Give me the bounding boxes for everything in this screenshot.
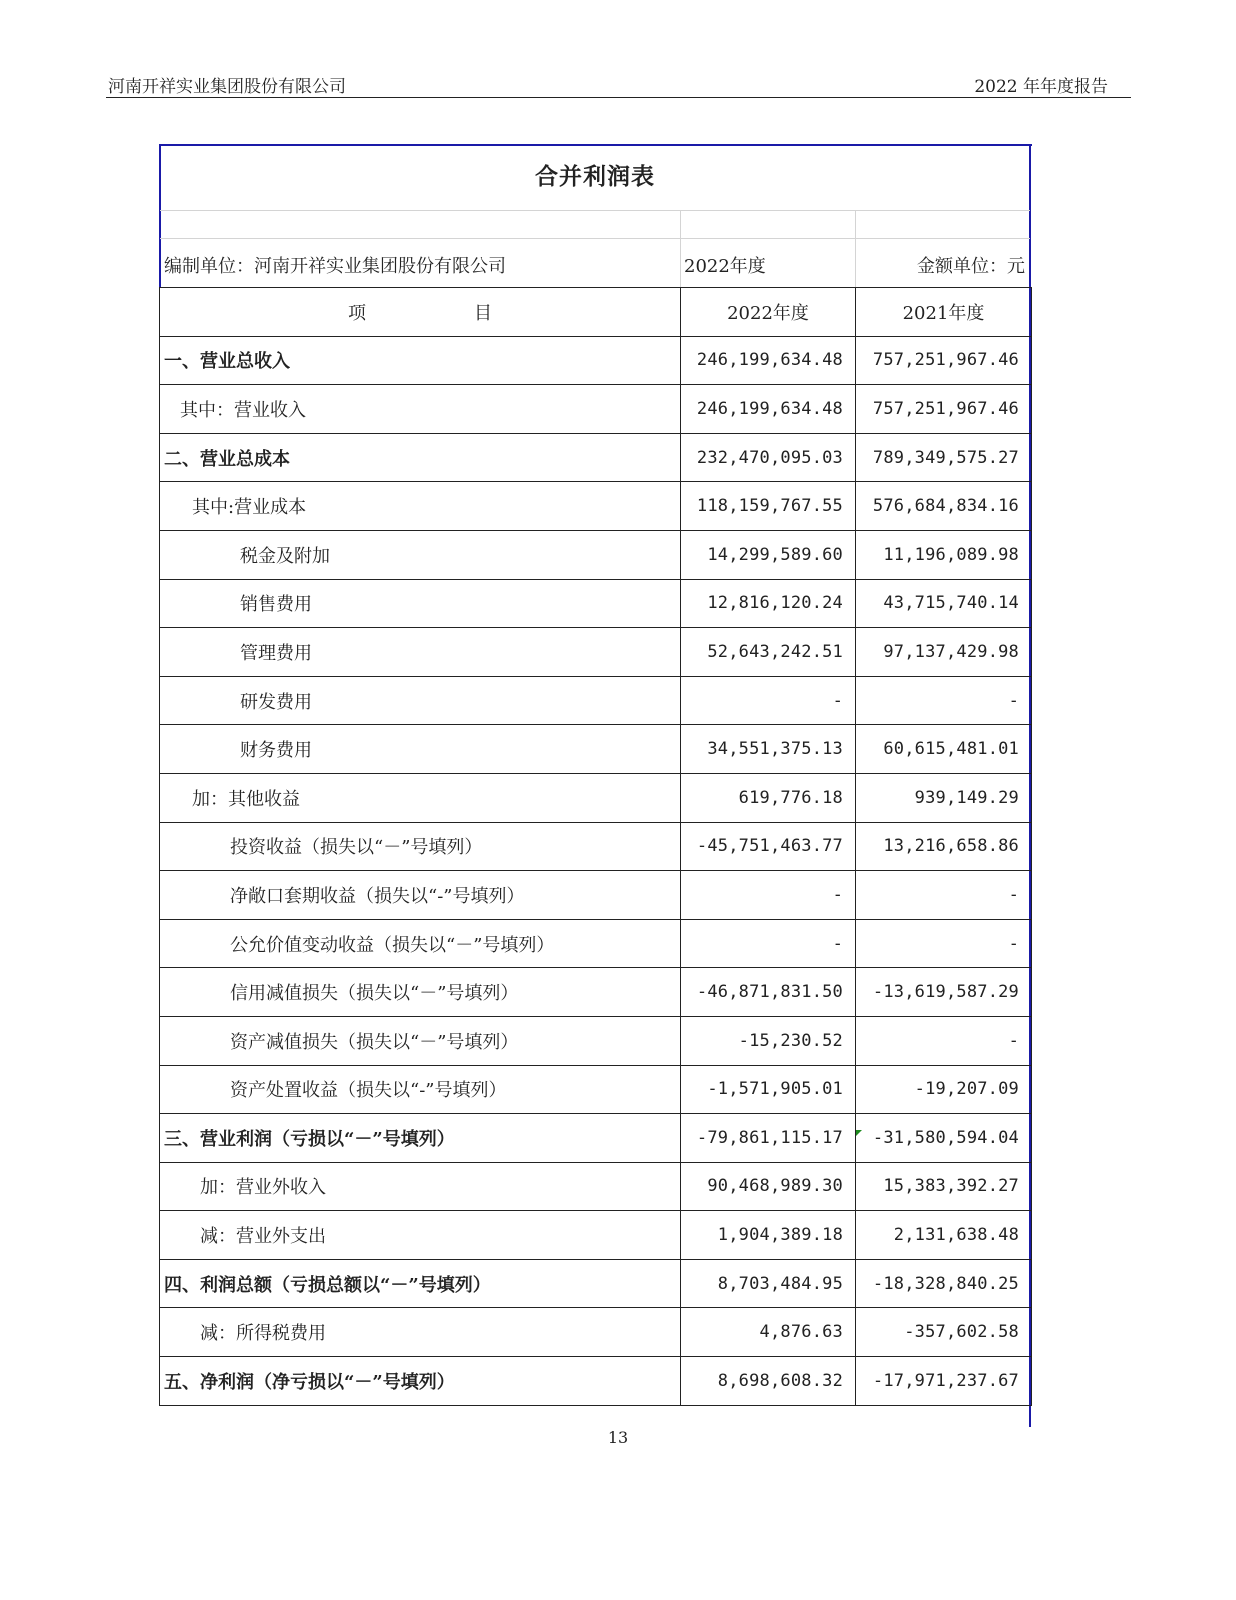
row-label: 减：所得税费用 — [160, 1308, 681, 1357]
table-row — [160, 1211, 1032, 1260]
value-2022: - — [681, 871, 856, 920]
unit-label: 金额单位：元 — [917, 256, 1025, 277]
row-label: 信用减值损失（损失以“－”号填列） — [160, 968, 681, 1017]
value-2021: 60,615,481.01 — [856, 725, 1032, 774]
row-label: 三、营业利润（亏损以“－”号填列） — [160, 1114, 681, 1163]
table-header-row — [160, 288, 1032, 337]
value-2022: 8,703,484.95 — [681, 1259, 856, 1308]
table-row — [160, 968, 1032, 1017]
table-row — [160, 628, 1032, 677]
value-2021: - — [856, 871, 1032, 920]
value-2021: 97,137,429.98 — [856, 628, 1032, 677]
value-2021: -18,328,840.25 — [856, 1259, 1032, 1308]
value-2021: 11,196,089.98 — [856, 530, 1032, 579]
column-header-2021: 2021年度 — [856, 288, 1032, 337]
value-2021: 576,684,834.16 — [856, 482, 1032, 531]
table-row — [160, 1065, 1032, 1114]
value-2021: -13,619,587.29 — [856, 968, 1032, 1017]
row-label: 二、营业总成本 — [160, 433, 681, 482]
value-2021: -17,971,237.67 — [856, 1357, 1032, 1406]
value-2021: - — [856, 676, 1032, 725]
value-2021: 939,149.29 — [856, 773, 1032, 822]
table-row — [160, 676, 1032, 725]
value-2022: - — [681, 919, 856, 968]
value-2022: -15,230.52 — [681, 1016, 856, 1065]
row-label: 四、利润总额（亏损总额以“－”号填列） — [160, 1259, 681, 1308]
row-label: 其中：营业收入 — [160, 385, 681, 434]
table-border-top — [159, 144, 1032, 146]
row-label: 减：营业外支出 — [160, 1211, 681, 1260]
cell-comment-marker — [856, 1130, 862, 1136]
row-label: 加：其他收益 — [160, 773, 681, 822]
table-row — [160, 1357, 1032, 1406]
row-label: 管理费用 — [160, 628, 681, 677]
gridline — [680, 210, 681, 287]
table-row — [160, 1308, 1032, 1357]
statement-title: 合并利润表 — [535, 163, 655, 190]
value-2022: 12,816,120.24 — [681, 579, 856, 628]
value-2022: 232,470,095.03 — [681, 433, 856, 482]
table-row — [160, 1114, 1032, 1163]
table-row — [160, 385, 1032, 434]
row-label: 销售费用 — [160, 579, 681, 628]
value-2021: - — [856, 919, 1032, 968]
row-label: 税金及附加 — [160, 530, 681, 579]
value-2022: 90,468,989.30 — [681, 1162, 856, 1211]
table-row — [160, 773, 1032, 822]
table-row — [160, 919, 1032, 968]
compiler-label: 编制单位：河南开祥实业集团股份有限公司 — [164, 256, 506, 277]
value-2021: 43,715,740.14 — [856, 579, 1032, 628]
row-label: 财务费用 — [160, 725, 681, 774]
header-company: 河南开祥实业集团股份有限公司 — [108, 77, 346, 97]
value-2022: -45,751,463.77 — [681, 822, 856, 871]
row-label: 五、净利润（净亏损以“－”号填列） — [160, 1357, 681, 1406]
row-label: 一、营业总收入 — [160, 336, 681, 385]
value-2021: -357,602.58 — [856, 1308, 1032, 1357]
table-row — [160, 433, 1032, 482]
column-header-item: 项 目 — [160, 288, 681, 337]
gridline — [160, 210, 1030, 211]
value-2022: -79,861,115.17 — [681, 1114, 856, 1163]
row-label: 其中:营业成本 — [160, 482, 681, 531]
row-label: 投资收益（损失以“－”号填列） — [160, 822, 681, 871]
row-label: 公允价值变动收益（损失以“－”号填列） — [160, 919, 681, 968]
period-label: 2022年度 — [684, 256, 766, 277]
value-2022: 8,698,608.32 — [681, 1357, 856, 1406]
value-2021: -31,580,594.04 — [856, 1114, 1032, 1163]
column-header-2022: 2022年度 — [681, 288, 856, 337]
table-row — [160, 1016, 1032, 1065]
value-2021: 757,251,967.46 — [856, 385, 1032, 434]
value-2022: -1,571,905.01 — [681, 1065, 856, 1114]
row-label: 净敞口套期收益（损失以“-”号填列） — [160, 871, 681, 920]
header-divider — [106, 97, 1131, 98]
value-2022: - — [681, 676, 856, 725]
value-2022: 14,299,589.60 — [681, 530, 856, 579]
value-2022: 246,199,634.48 — [681, 385, 856, 434]
value-2022: 52,643,242.51 — [681, 628, 856, 677]
value-2021: 13,216,658.86 — [856, 822, 1032, 871]
value-2021: 757,251,967.46 — [856, 336, 1032, 385]
table-row — [160, 1162, 1032, 1211]
table-row — [160, 530, 1032, 579]
value-2022: -46,871,831.50 — [681, 968, 856, 1017]
value-2022: 246,199,634.48 — [681, 336, 856, 385]
table-row — [160, 1259, 1032, 1308]
row-label: 研发费用 — [160, 676, 681, 725]
page-number: 13 — [607, 1428, 629, 1447]
table-row — [160, 725, 1032, 774]
value-2022: 118,159,767.55 — [681, 482, 856, 531]
row-label: 加：营业外收入 — [160, 1162, 681, 1211]
value-2022: 4,876.63 — [681, 1308, 856, 1357]
value-2021: -19,207.09 — [856, 1065, 1032, 1114]
table-row — [160, 822, 1032, 871]
value-2021: 2,131,638.48 — [856, 1211, 1032, 1260]
table-row — [160, 871, 1032, 920]
value-2021: 15,383,392.27 — [856, 1162, 1032, 1211]
value-2022: 34,551,375.13 — [681, 725, 856, 774]
table-row — [160, 579, 1032, 628]
table-row — [160, 482, 1032, 531]
value-2022: 619,776.18 — [681, 773, 856, 822]
row-label: 资产处置收益（损失以“-”号填列） — [160, 1065, 681, 1114]
gridline — [160, 238, 1030, 239]
value-2022: 1,904,389.18 — [681, 1211, 856, 1260]
value-2021: - — [856, 1016, 1032, 1065]
row-label: 资产减值损失（损失以“－”号填列） — [160, 1016, 681, 1065]
value-2021: 789,349,575.27 — [856, 433, 1032, 482]
income-statement-table — [159, 287, 1032, 1406]
header-report-title: 2022 年年度报告 — [974, 77, 1108, 97]
table-row — [160, 336, 1032, 385]
